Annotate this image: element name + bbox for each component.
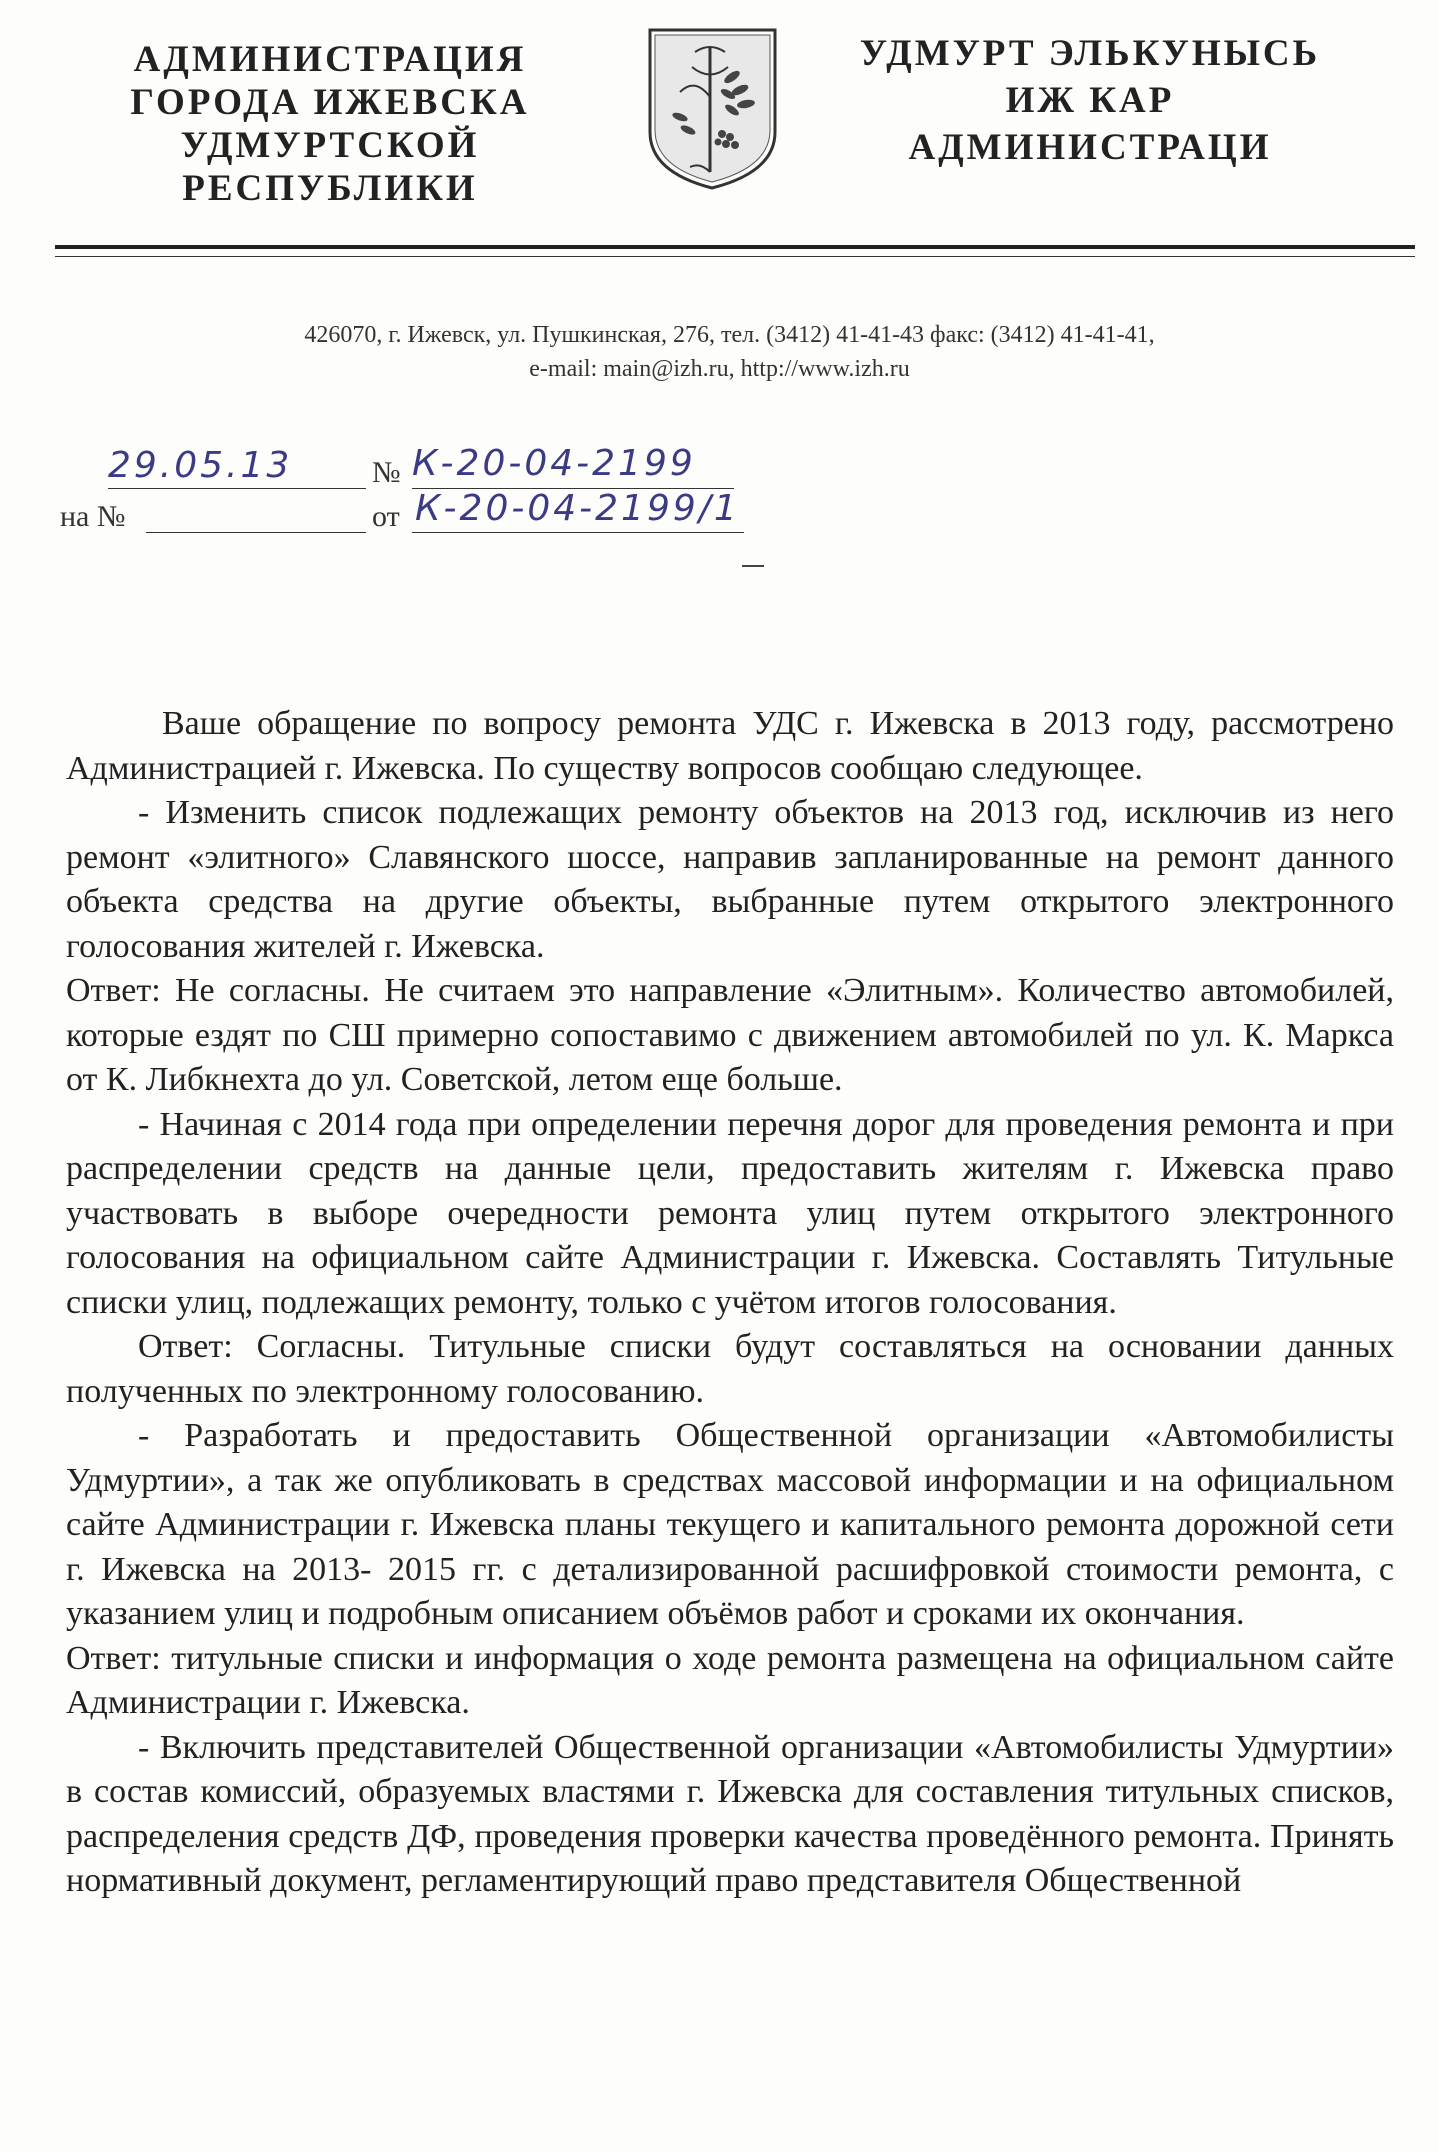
- header-left-line: УДМУРТСКОЙ: [180, 125, 480, 166]
- header-divider-thick: [55, 245, 1415, 249]
- number-label: №: [372, 456, 401, 489]
- dash-mark: [742, 565, 764, 567]
- letter-body: [66, 702, 1394, 1904]
- contact-line: e-mail: main@izh.ru, http://www.izh.ru: [529, 356, 910, 382]
- header-udmurt: [830, 30, 1350, 171]
- ref-label: на №: [60, 500, 126, 533]
- from-underline: [412, 532, 744, 533]
- header-right-line: УДМУРТ ЭЛЬКУНЫСЬ: [859, 33, 1321, 74]
- header-russian: [100, 38, 560, 210]
- handwritten-number: К-20-04-2199: [412, 443, 696, 484]
- date-underline: [108, 488, 366, 489]
- paragraph: Ваше обращение по вопросу ремонта УДС г. Ижевска в 2013 году, рассмотрено Администрацией г. Ижевска. По существу вопросов сообщаю следующее.: [66, 705, 1394, 787]
- address-line: 426070, г. Ижевск, ул. Пушкинская, 276, тел. (3412) 41-41-43 факс: (3412) 41-41-41,: [304, 322, 1155, 348]
- paragraph: Ответ: Согласны. Титульные списки будут составляться на основании данных полученных по электронному голосованию.: [66, 1328, 1394, 1410]
- paragraph: - Начиная с 2014 года при определении перечня дорог для проведения ремонта и при распределении средств на данные цели, предоставить жителям г. Ижевска право участвовать в выборе очередности ремонта улиц путем открытого электронного голосования на официальном сайте Администрации г. Ижевска. Составлять Титульные списки улиц, подлежащих ремонту, только с учётом итогов голосования.: [66, 1105, 1394, 1321]
- contact-address: [0, 318, 1439, 386]
- paragraph: Ответ: Не согласны. Не считаем это направление «Элитным». Количество автомобилей, которые ездят по СШ примерно сопоставимо с движением автомобилей по ул. К. Маркса от К. Либкнехта до ул. Советской, летом еще больше.: [66, 972, 1394, 1098]
- city-coat-of-arms-icon: [640, 22, 785, 192]
- header-right-line: АДМИНИСТРАЦИ: [908, 127, 1272, 168]
- handwritten-date: 29.05.13: [108, 445, 293, 486]
- ref-underline: [146, 532, 366, 533]
- header-right-line: ИЖ КАР: [1005, 80, 1175, 121]
- header-divider-thin: [55, 256, 1415, 257]
- header-left-line: РЕСПУБЛИКИ: [182, 168, 478, 209]
- paragraph: - Разработать и предоставить Общественной организации «Автомобилисты Удмуртии», а так же опубликовать в средствах массовой информации и на официальном сайте Администрации г. Ижевска планы текущего и капитального ремонта дорожной сети г. Ижевска на 2013- 2015 гг. с детализированной расшифровкой стоимости ремонта, с указанием улиц и подробным описанием объёмов работ и сроками их окончания.: [66, 1417, 1394, 1632]
- handwritten-from: К-20-04-2199/1: [415, 488, 740, 529]
- paragraph: - Включить представителей Общественной организации «Автомобилисты Удмуртии» в состав комиссий, образуемых властями г. Ижевска для составления титульных списков, распределения средств ДФ, проведения проверки качества проведённого ремонта. Принять нормативный документ, регламентирующий право представителя Общественной: [66, 1728, 1394, 1899]
- header-left-line: ГОРОДА ИЖЕВСКА: [130, 82, 530, 123]
- from-label: от: [372, 500, 400, 533]
- header-left-line: АДМИНИСТРАЦИЯ: [133, 39, 527, 80]
- paragraph: Ответ: титульные списки и информация о ходе ремонта размещена на официальном сайте Администрации г. Ижевска.: [66, 1639, 1394, 1721]
- paragraph: - Изменить список подлежащих ремонту объектов на 2013 год, исключив из него ремонт «элитного» Славянского шоссе, направив запланированные на ремонт данного объекта средства на другие объекты, выбранные путем открытого электронного голосования жителей г. Ижевска.: [66, 794, 1394, 965]
